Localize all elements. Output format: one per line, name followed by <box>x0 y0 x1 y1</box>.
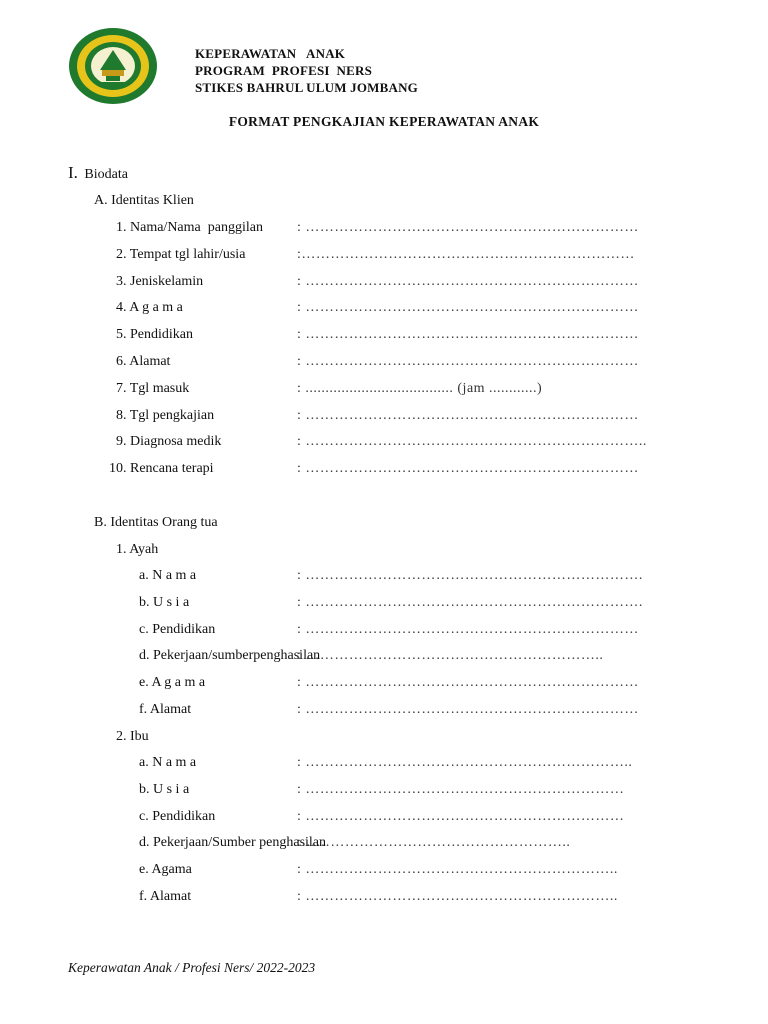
father-identity-field[interactable]: : …………………………………………………………… <box>297 675 639 691</box>
client-identity-field[interactable]: : …………………………………………………………… <box>297 300 639 316</box>
father-identity-field[interactable]: : …………………………………………………………… <box>297 702 639 717</box>
client-identity-label: 2. Tempat tgl lahir/usia <box>116 246 246 262</box>
client-identity-field[interactable]: : …………………………………………………………….. <box>297 434 647 450</box>
client-identity-field[interactable]: : …………………………………………………………… <box>297 327 639 343</box>
page-footer: Keperawatan Anak / Profesi Ners/ 2022-2023 <box>68 960 316 975</box>
client-identity-row <box>0 379 768 399</box>
client-identity-field[interactable]: : …………………………………………………………… <box>297 273 639 289</box>
client-identity-row <box>0 459 768 479</box>
father-identity-row <box>0 620 768 640</box>
client-identity-label: 8. Tgl pengkajian <box>116 407 215 423</box>
client-identity-row <box>0 298 768 318</box>
father-identity-label: c. Pendidikan <box>139 621 216 637</box>
header-line-2: PROGRAM PROFESI NERS <box>195 63 373 78</box>
section-number: I. <box>68 163 78 182</box>
mother-identity-label: a. N a m a <box>139 755 197 770</box>
header-line-1: KEPERAWATAN ANAK <box>195 46 346 61</box>
client-identity-field[interactable]: : …………………………………………………………… <box>297 220 639 235</box>
mother-identity-label: c. Pendidikan <box>139 808 216 824</box>
client-identity-label: 9. Diagnosa medik <box>116 434 222 450</box>
father-identity-row <box>0 646 768 666</box>
client-identity-row <box>0 432 768 452</box>
father-identity-field[interactable]: : …………………………………………………….. <box>297 648 604 664</box>
mother-identity-row <box>0 833 768 853</box>
client-identity-field[interactable]: : …………………………………………………………… <box>297 354 639 369</box>
institution-header <box>195 45 418 96</box>
father-identity-field[interactable]: : ……………………………………………………………. <box>297 568 643 583</box>
client-identity-label: 3. Jeniskelamin <box>116 273 204 289</box>
father-identity-label: a. N a m a <box>139 568 197 583</box>
client-identity-label: 4. A g a m a <box>116 300 183 316</box>
father-identity-label: e. A g a m a <box>139 675 206 691</box>
client-identity-row <box>0 245 768 265</box>
father-identity-label: b. U s i a <box>139 594 190 610</box>
client-identity-field[interactable]: : …………………………………………………………… <box>297 461 639 477</box>
section-biodata <box>68 163 128 183</box>
client-identity-label: 6. Alamat <box>116 354 171 369</box>
mother-identity-row <box>0 753 768 773</box>
mother-identity-field[interactable]: : ………………………………………………………… <box>297 808 625 824</box>
father-identity-row <box>0 593 768 613</box>
client-identity-row <box>0 272 768 292</box>
father-subtitle: 1. Ayah <box>116 542 159 557</box>
client-identity-row <box>0 406 768 426</box>
client-identity-label: 7. Tgl masuk <box>116 380 190 396</box>
mother-identity-field[interactable]: : ……………………………………………………….. <box>297 889 618 904</box>
mother-subtitle: 2. Ibu <box>116 729 149 744</box>
mother-identity-field[interactable]: : ………………………………………………………….. <box>297 755 633 770</box>
client-identity-label: 10. Rencana terapi <box>109 461 214 477</box>
father-identity-label: d. Pekerjaan/sumberpenghasilan <box>139 648 321 664</box>
mother-identity-field[interactable]: :……………………………………………….. <box>297 835 571 851</box>
mother-identity-row <box>0 780 768 800</box>
mother-identity-field[interactable]: : ……………………………………………………….. <box>297 862 618 878</box>
mother-identity-field[interactable]: : ………………………………………………………… <box>297 781 625 797</box>
mother-identity-row <box>0 807 768 827</box>
header-line-3: STIKES BAHRUL ULUM JOMBANG <box>195 80 418 95</box>
mother-identity-row <box>0 860 768 880</box>
client-identity-row <box>0 352 768 372</box>
father-identity-label: f. Alamat <box>139 702 192 717</box>
institution-logo-icon <box>68 26 158 106</box>
father-identity-field[interactable]: : …………………………………………………………… <box>297 621 639 637</box>
client-identity-label: 5. Pendidikan <box>116 327 193 343</box>
father-identity-row <box>0 673 768 693</box>
mother-identity-label: d. Pekerjaan/Sumber penghasilan <box>139 835 327 851</box>
section-a-title: A. Identitas Klien <box>94 193 194 208</box>
client-identity-field[interactable]: :…………………………………………………………… <box>297 246 635 262</box>
father-identity-row <box>0 700 768 720</box>
mother-identity-row <box>0 887 768 907</box>
section-b-title: B. Identitas Orang tua <box>94 515 218 530</box>
mother-identity-label: f. Alamat <box>139 889 192 904</box>
client-identity-field[interactable]: : ..................................... (jam ............) <box>297 380 543 396</box>
section-title: Biodata <box>84 167 128 182</box>
father-identity-row <box>0 566 768 586</box>
client-identity-row <box>0 218 768 238</box>
client-identity-field[interactable]: : …………………………………………………………… <box>297 407 639 423</box>
client-identity-row <box>0 325 768 345</box>
mother-identity-label: e. Agama <box>139 862 192 878</box>
document-title: FORMAT PENGKAJIAN KEPERAWATAN ANAK <box>228 114 540 129</box>
father-identity-field[interactable]: : ……………………………………………………………. <box>297 594 643 610</box>
mother-identity-label: b. U s i a <box>139 781 190 797</box>
client-identity-label: 1. Nama/Nama panggilan <box>116 220 263 235</box>
